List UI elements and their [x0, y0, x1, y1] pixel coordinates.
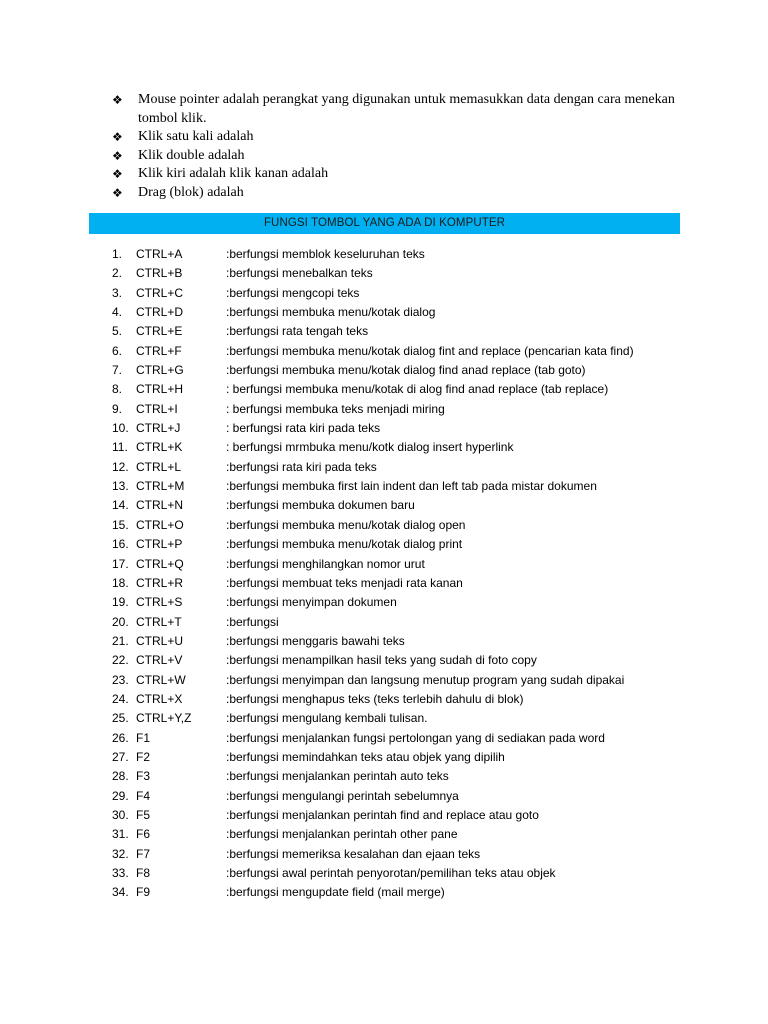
shortcut-row [112, 825, 712, 844]
shortcut-key: CTRL+X [136, 691, 183, 706]
shortcut-description: :berfungsi rata kiri pada teks [226, 459, 377, 474]
shortcut-description: :berfungsi membuka menu/kotak dialog print [226, 537, 463, 552]
shortcut-description: :berfungsi membuka first lain indent dan left tab pada mistar dokumen [226, 479, 597, 494]
shortcut-row [112, 632, 712, 651]
shortcut-number: 18. [112, 575, 129, 590]
shortcut-row [112, 477, 712, 496]
shortcut-row [112, 845, 712, 864]
shortcut-number: 22. [112, 653, 129, 668]
shortcut-description: :berfungsi menghilangkan nomor urut [226, 556, 425, 571]
shortcut-row [112, 651, 712, 670]
shortcut-description: :berfungsi memeriksa kesalahan dan ejaan teks [226, 846, 481, 861]
shortcut-number: 5. [112, 324, 123, 339]
shortcut-row [112, 438, 712, 457]
shortcut-key: CTRL+P [136, 537, 183, 552]
shortcut-description: :berfungsi mengupdate field (mail merge) [226, 885, 445, 900]
shortcut-number: 19. [112, 595, 129, 610]
bullet-list [112, 91, 692, 202]
shortcut-row [112, 458, 712, 477]
shortcut-description: : berfungsi mrmbuka menu/kotk dialog insert hyperlink [226, 440, 514, 455]
shortcut-number: 24. [112, 691, 129, 706]
shortcut-number: 14. [112, 498, 129, 513]
shortcut-key: CTRL+L [136, 459, 182, 474]
shortcut-key: CTRL+N [136, 498, 184, 513]
shortcut-row [112, 767, 712, 786]
shortcut-key: CTRL+S [136, 595, 183, 610]
shortcut-row [112, 690, 712, 709]
shortcut-description: :berfungsi membuka menu/kotak dialog open [226, 517, 466, 532]
shortcut-row [112, 709, 712, 728]
shortcut-list [112, 245, 712, 903]
shortcut-description: :berfungsi menjalankan perintah find and replace atau goto [226, 807, 539, 822]
shortcut-description: :berfungsi menjalankan perintah auto teks [226, 769, 449, 784]
shortcut-row [112, 342, 712, 361]
shortcut-key: F6 [136, 827, 151, 842]
shortcut-key: CTRL+K [136, 440, 183, 455]
shortcut-number: 20. [112, 614, 129, 629]
shortcut-description: :berfungsi menjalankan fungsi pertolongan yang di sediakan pada word [226, 730, 605, 745]
shortcut-row [112, 361, 712, 380]
shortcut-number: 23. [112, 672, 129, 687]
shortcut-row [112, 419, 712, 438]
shortcut-number: 25. [112, 711, 129, 726]
shortcut-key: CTRL+T [136, 614, 182, 629]
bullet-text: Klik satu kali adalah [138, 129, 254, 144]
shortcut-row [112, 284, 712, 303]
shortcut-number: 13. [112, 479, 129, 494]
shortcut-row [112, 535, 712, 554]
shortcut-row [112, 729, 712, 748]
shortcut-key: CTRL+V [136, 653, 183, 668]
shortcut-key: F1 [136, 730, 151, 745]
shortcut-key: F9 [136, 885, 151, 900]
shortcut-number: 34. [112, 885, 129, 900]
shortcut-number: 17. [112, 556, 129, 571]
bullet-text: Mouse pointer adalah perangkat yang digunakan untuk memasukkan data dengan cara menekan tombol klik. [138, 92, 675, 126]
bullet-item [112, 91, 692, 128]
shortcut-key: CTRL+F [136, 343, 182, 358]
shortcut-row [112, 303, 712, 322]
shortcut-key: CTRL+B [136, 266, 183, 281]
shortcut-number: 10. [112, 421, 129, 436]
shortcut-description: :berfungsi menghapus teks (teks terlebih dahulu di blok) [226, 691, 524, 706]
shortcut-description: : berfungsi membuka teks menjadi miring [226, 401, 445, 416]
shortcut-key: F8 [136, 866, 151, 880]
shortcut-description: :berfungsi menebalkan teks [226, 266, 373, 281]
bullet-item [112, 147, 692, 166]
shortcut-description: :berfungsi membuka dokumen baru [226, 498, 415, 513]
shortcut-description: :berfungsi rata tengah teks [226, 324, 369, 339]
shortcut-key: CTRL+O [136, 517, 184, 532]
shortcut-row [112, 593, 712, 612]
shortcut-description: :berfungsi menyimpan dan langsung menutup program yang sudah dipakai [226, 672, 625, 687]
shortcut-description: : berfungsi rata kiri pada teks [226, 421, 381, 436]
shortcut-number: 1. [112, 247, 123, 261]
shortcut-key: CTRL+Y,Z [136, 711, 192, 726]
shortcut-row [112, 496, 712, 515]
shortcut-description: :berfungsi menjalankan perintah other pane [226, 827, 458, 842]
shortcut-number: 8. [112, 382, 123, 397]
shortcut-description: :berfungsi menyimpan dokumen [226, 595, 397, 610]
shortcut-key: CTRL+M [136, 479, 185, 494]
shortcut-description: :berfungsi memindahkan teks atau objek yang dipilih [226, 749, 505, 764]
shortcut-key: F2 [136, 749, 151, 764]
shortcut-key: CTRL+H [136, 382, 184, 397]
shortcut-key: CTRL+U [136, 633, 184, 648]
shortcut-number: 6. [112, 343, 123, 358]
shortcut-key: CTRL+Q [136, 556, 184, 571]
shortcut-description: :berfungsi [226, 614, 279, 629]
bullet-item [112, 128, 692, 147]
shortcut-number: 4. [112, 305, 123, 320]
shortcut-row [112, 787, 712, 806]
shortcut-number: 3. [112, 285, 123, 300]
shortcut-row [112, 748, 712, 767]
shortcut-key: F5 [136, 807, 151, 822]
diamond-bullet-icon: ❖ [112, 148, 123, 163]
shortcut-number: 32. [112, 846, 129, 861]
diamond-bullet-icon: ❖ [112, 93, 123, 107]
section-banner: FUNGSI TOMBOL YANG ADA DI KOMPUTER [89, 213, 680, 234]
shortcut-description: :berfungsi membuka menu/kotak dialog fint and replace (pencarian kata find) [226, 343, 634, 358]
shortcut-number: 15. [112, 517, 129, 532]
shortcut-number: 29. [112, 788, 129, 803]
shortcut-key: F3 [136, 769, 151, 784]
shortcut-description: :berfungsi awal perintah penyorotan/pemilihan teks atau objek [226, 866, 556, 880]
shortcut-description: :berfungsi mengulangi perintah sebelumnya [226, 788, 459, 803]
diamond-bullet-icon: ❖ [112, 130, 123, 144]
shortcut-number: 27. [112, 749, 129, 764]
shortcut-description: :berfungsi membuat teks menjadi rata kanan [226, 575, 463, 590]
shortcut-number: 7. [112, 363, 123, 378]
shortcut-key: F4 [136, 788, 151, 803]
shortcut-number: 21. [112, 633, 129, 648]
shortcut-row [112, 574, 712, 593]
shortcut-number: 31. [112, 827, 129, 842]
shortcut-number: 33. [112, 866, 129, 880]
shortcut-key: CTRL+R [136, 575, 184, 590]
shortcut-row [112, 516, 712, 535]
shortcut-key: CTRL+I [136, 401, 178, 416]
shortcut-number: 16. [112, 537, 129, 552]
shortcut-key: CTRL+G [136, 363, 184, 378]
bullet-text: Klik kiri adalah klik kanan adalah [138, 166, 329, 181]
shortcut-key: CTRL+C [136, 285, 184, 300]
shortcut-description: :berfungsi memblok keseluruhan teks [226, 247, 425, 261]
bullet-item [112, 184, 692, 203]
shortcut-row [112, 555, 712, 574]
shortcut-row [112, 806, 712, 825]
diamond-bullet-icon: ❖ [112, 185, 123, 200]
shortcut-key: CTRL+D [136, 305, 184, 320]
shortcut-number: 12. [112, 459, 129, 474]
shortcut-description: :berfungsi mengulang kembali tulisan. [226, 711, 428, 726]
shortcut-row [112, 322, 712, 341]
shortcut-row [112, 671, 712, 690]
shortcut-number: 2. [112, 266, 123, 281]
shortcut-key: CTRL+W [136, 672, 186, 687]
shortcut-row [112, 400, 712, 419]
shortcut-row [112, 864, 712, 883]
bullet-text: Drag (blok) adalah [138, 184, 244, 200]
shortcut-number: 11. [112, 440, 128, 455]
shortcut-row [112, 245, 712, 264]
shortcut-number: 28. [112, 769, 129, 784]
shortcut-description: : berfungsi membuka menu/kotak di alog find anad replace (tab replace) [226, 382, 609, 397]
shortcut-row [112, 380, 712, 399]
shortcut-key: CTRL+J [136, 421, 181, 436]
shortcut-row [112, 883, 712, 902]
bullet-text: Klik double adalah [138, 147, 245, 163]
shortcut-row [112, 264, 712, 283]
shortcut-description: :berfungsi menggaris bawahi teks [226, 633, 405, 648]
shortcut-number: 9. [112, 401, 123, 416]
shortcut-key: CTRL+E [136, 324, 183, 339]
shortcut-description: :berfungsi membuka menu/kotak dialog find anad replace (tab goto) [226, 363, 586, 378]
diamond-bullet-icon: ❖ [112, 167, 123, 181]
shortcut-description: :berfungsi menampilkan hasil teks yang sudah di foto copy [226, 653, 537, 668]
shortcut-key: F7 [136, 846, 151, 861]
shortcut-key: CTRL+A [136, 247, 183, 261]
shortcut-description: :berfungsi membuka menu/kotak dialog [226, 305, 436, 320]
shortcut-number: 26. [112, 730, 129, 745]
bullet-item [112, 165, 692, 184]
shortcut-description: :berfungsi mengcopi teks [226, 285, 360, 300]
shortcut-number: 30. [112, 807, 129, 822]
shortcut-row [112, 613, 712, 632]
